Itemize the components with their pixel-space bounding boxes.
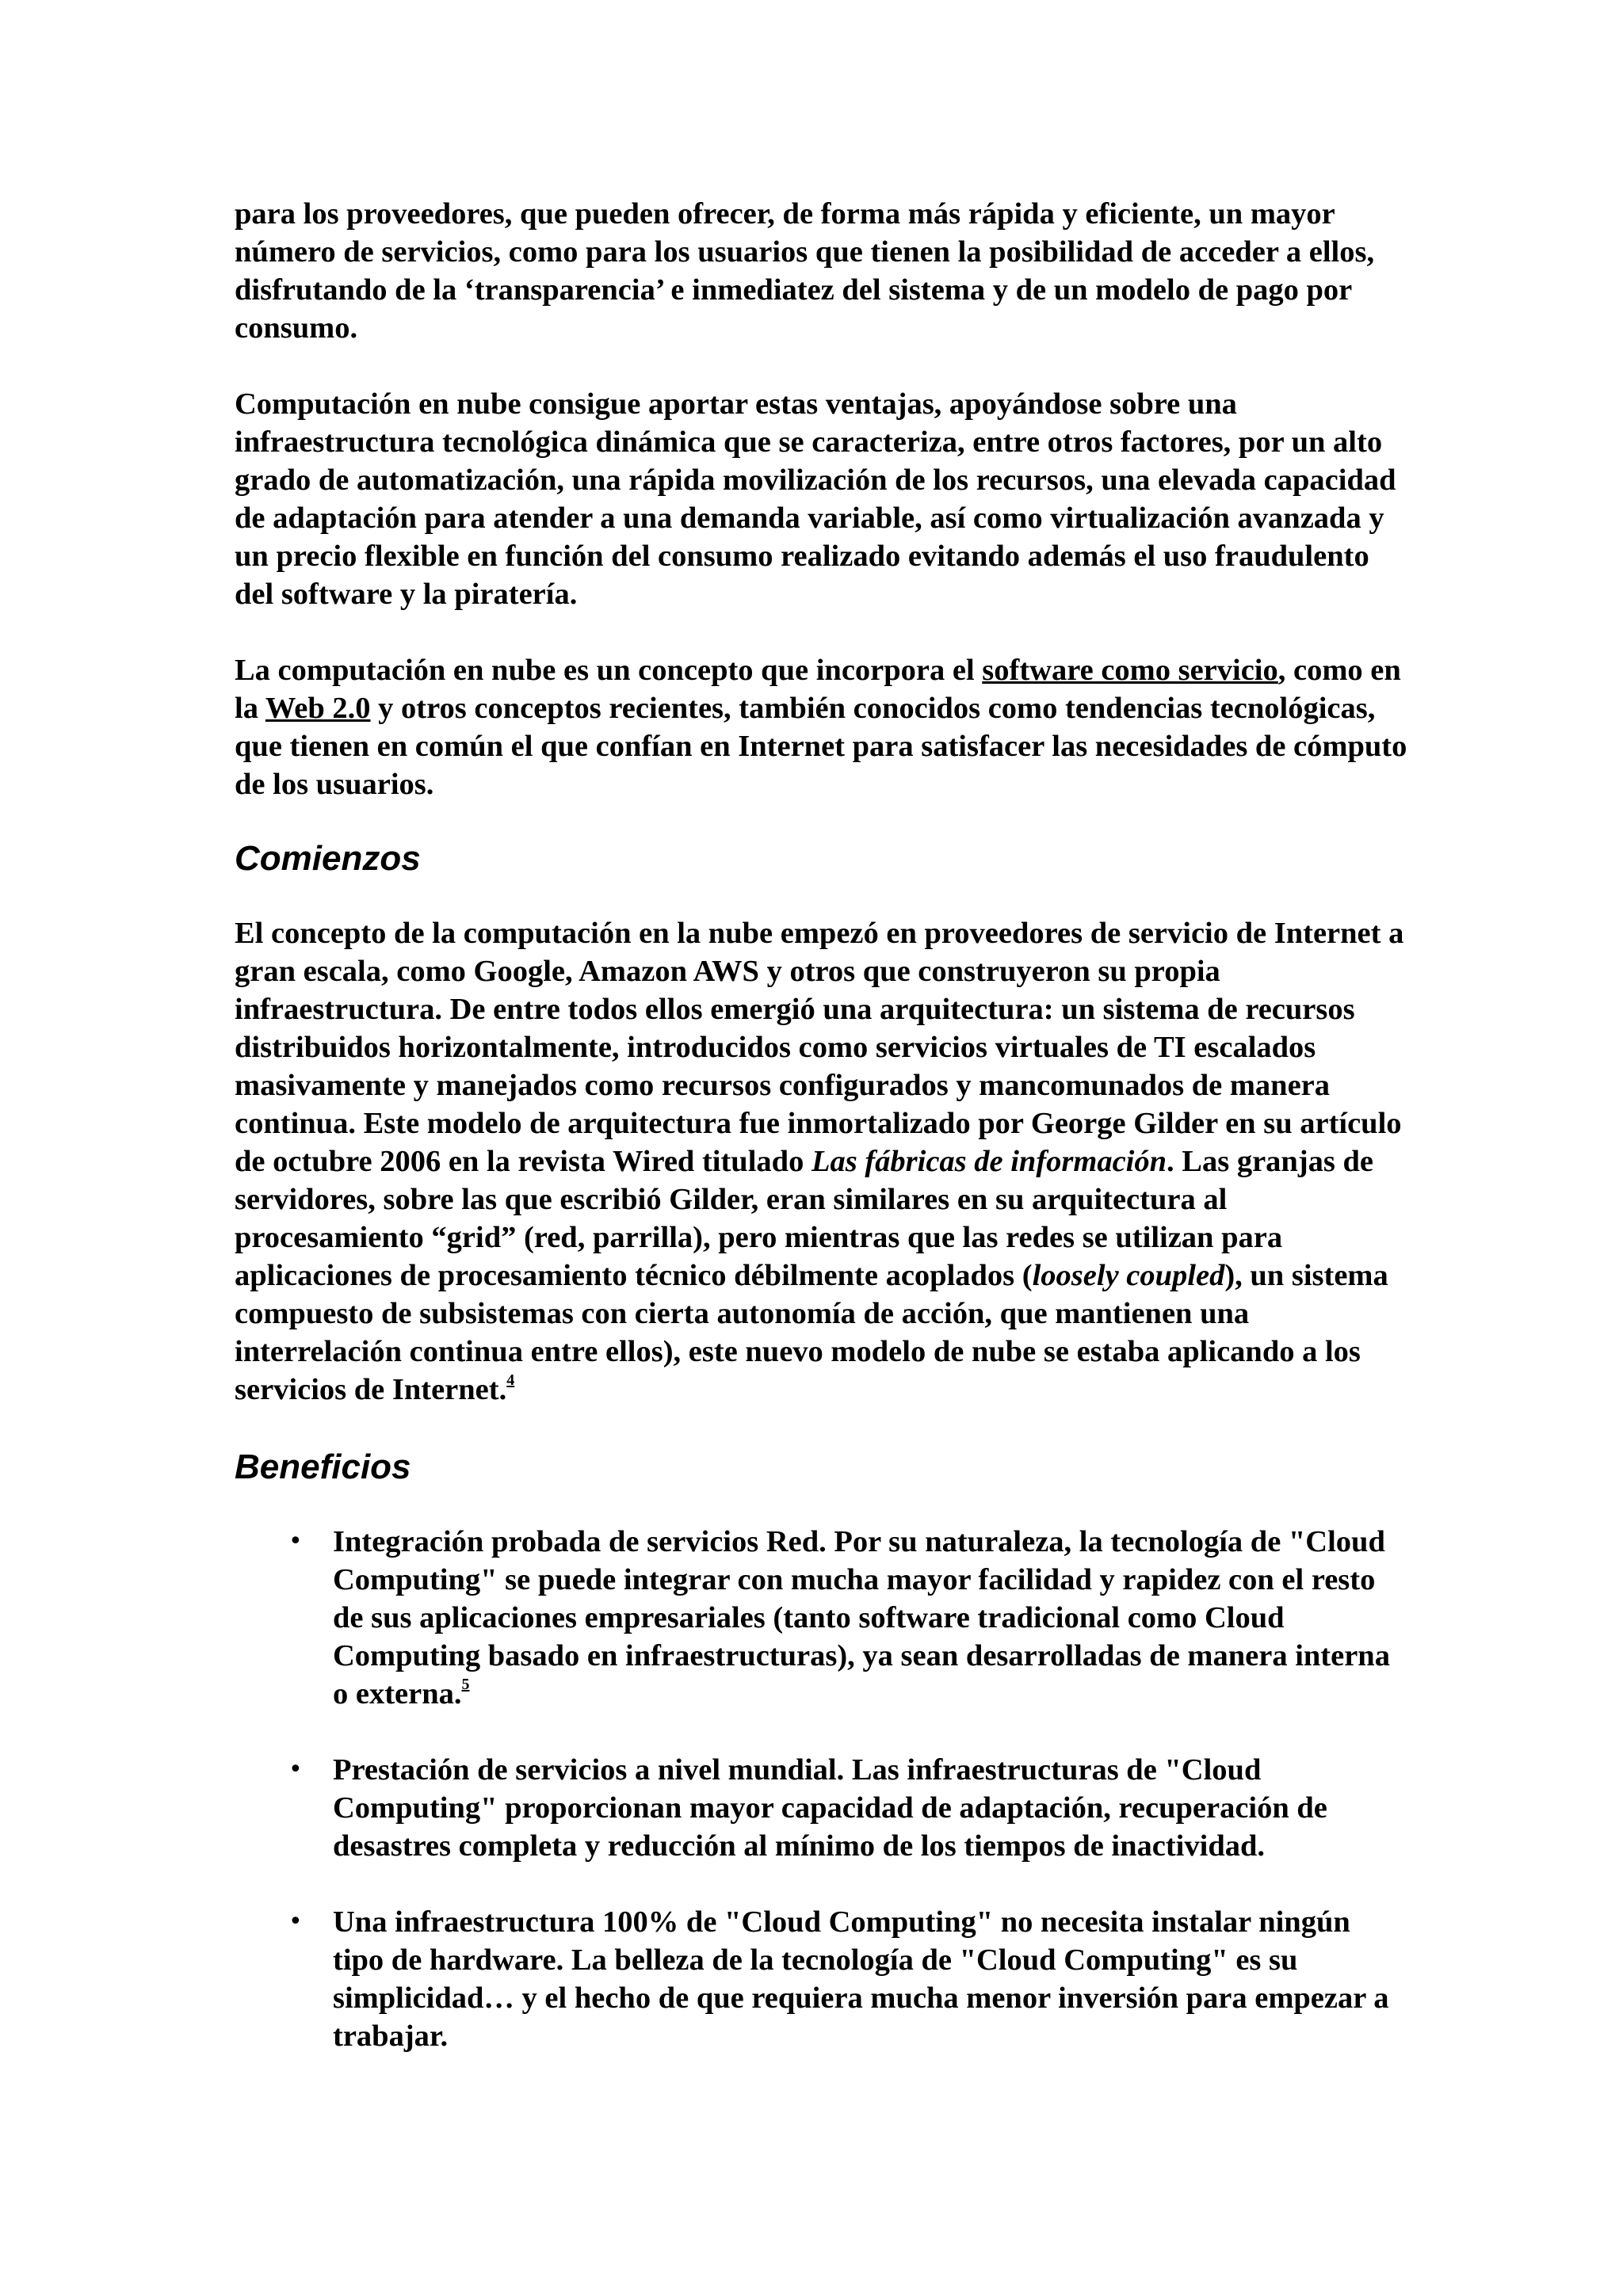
paragraph-concept-text-c: y otros conceptos recientes, también conocidos como tendencias tecnológicas, que tienen en común el que confían en Internet para satisfacer las necesidades de cómputo de los usuarios. [235,692,1407,801]
list-item [235,1903,1407,2055]
paragraph-concept-text-b: , como en la [235,654,1401,725]
footnote-link-5[interactable]: 5 [461,1676,470,1693]
bullet-icon: • [288,1908,303,1936]
footnote-ref-5 [462,1676,470,1693]
italic-loosely-coupled: loosely coupled [1032,1259,1225,1292]
bullet-icon: • [288,1756,303,1783]
list-item [235,1751,1407,1865]
footnote-link-4[interactable]: 4 [506,1371,515,1389]
footnote-ref-4 [506,1371,514,1389]
section-heading-beneficios: Beneficios [235,1447,411,1486]
paragraph-origins-text-b: . Las granjas de servidores, sobre las que escribió Gilder, eran similares en su arquitectura al procesamiento “grid” (red, parrilla), pero mientras que las redes se utilizan para aplicaciones de procesamiento técnico débilmente acoplados ( [235,1145,1374,1292]
paragraph-advantages: Computación en nube consigue aportar estas ventajas, apoyándose sobre una infraestructura tecnológica dinámica que se caracteriza, entre otros factores, por un alto grado de automatización, una rápida movilización de los recursos, una elevada capacidad de adaptación para atender a una demanda variable, así como virtualización avanzada y un precio flexible en función del consumo realizado evitando además el uso fraudulento del software y la piratería. [235,387,1396,611]
paragraph-origins [235,914,1407,1409]
benefit-text: Prestación de servicios a nivel mundial. Las infraestructuras de "Cloud Computing" proporcionan mayor capacidad de adaptación, recuperación de desastres completa y reducción al mínimo de los tiempos de inactividad. [333,1753,1327,1863]
paragraph-concept-text-a: La computación en nube es un concepto que incorpora el [235,654,983,687]
paragraph-concept [235,651,1407,803]
italic-title-fabricas: Las fábricas de información [811,1145,1167,1178]
benefit-text: Integración probada de servicios Red. Por su naturaleza, la tecnología de "Cloud Computing" se puede integrar con mucha mayor facilidad y rapidez con el resto de sus aplicaciones empresariales (tanto software tradicional como Cloud Computing basado en infraestructuras), ya sean desarrolladas de manera interna o externa. [333,1525,1390,1711]
document-body [235,195,1407,2093]
software-as-service-link[interactable]: software como servicio [982,654,1278,687]
section-heading-comienzos: Comienzos [235,839,421,878]
benefit-text: Una infraestructura 100% de "Cloud Computing" no necesita instalar ningún tipo de hardware. La belleza de la tecnología de "Cloud Computing" es su simplicidad… y el hecho de que requiera mucha menor inversión para empezar a trabajar. [333,1905,1389,2053]
list-item [235,1523,1407,1713]
web-2-link[interactable]: Web 2.0 [265,692,371,725]
bullet-icon: • [288,1527,303,1555]
paragraph-origins-text-a: El concepto de la computación en la nube empezó en proveedores de servicio de Internet a gran escala, como Google, Amazon AWS y otros que construyeron su propia infraestructura. De entre todos ellos emergió una arquitectura: un sistema de recursos distribuidos horizontalmente, introducidos como servicios virtuales de TI escalados masivamente y manejados como recursos configurados y mancomunados de manera continua. Este modelo de arquitectura fue inmortalizado por George Gilder en su artículo de octubre 2006 en la revista Wired titulado [235,917,1404,1178]
paragraph-origins-text-c: ), un sistema compuesto de subsistemas con cierta autonomía de acción, que mantienen una interrelación continua entre ellos), este nuevo modelo de nube se estaba aplicando a los servicios de Internet. [235,1259,1388,1406]
paragraph-intro-continuation: para los proveedores, que pueden ofrecer, de forma más rápida y eficiente, un mayor número de servicios, como para los usuarios que tienen la posibilidad de acceder a ellos, disfrutando de la ‘transparencia’ e inmediatez del sistema y de un modelo de pago por consumo. [235,197,1375,345]
benefits-list [235,1523,1407,2055]
